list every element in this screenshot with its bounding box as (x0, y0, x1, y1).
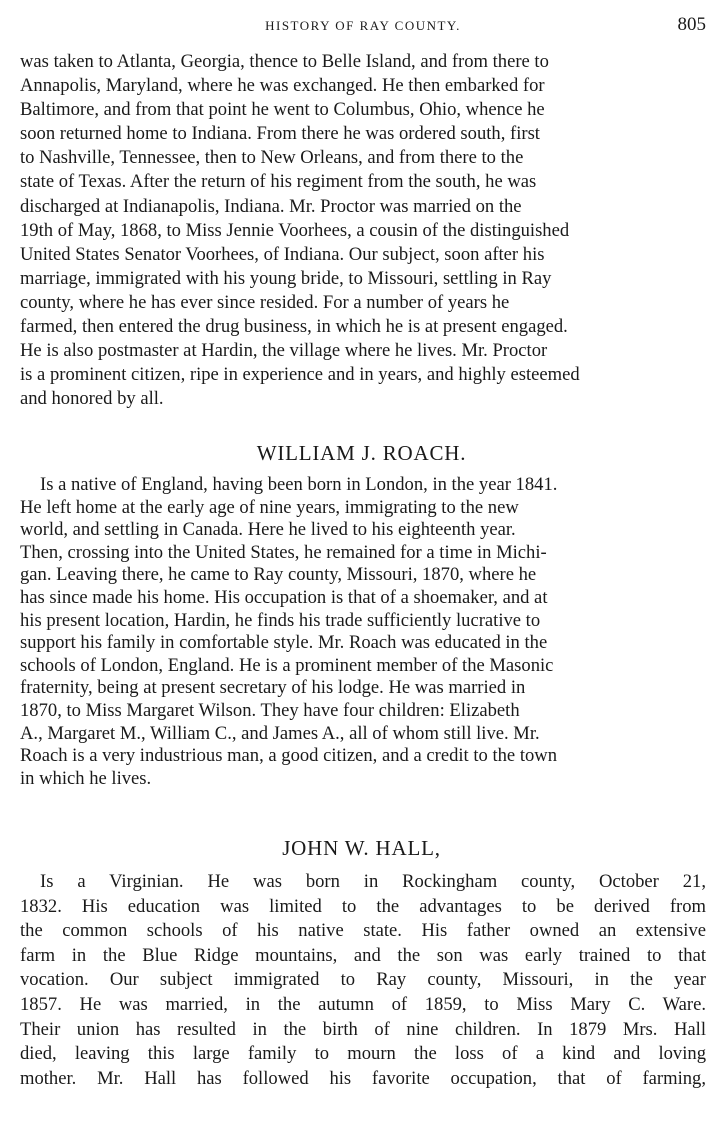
text-line: has since made his home. His occupation is that of a shoemaker, and at (20, 586, 548, 608)
text-line: mother. Mr. Hall has followed his favorite occupation, that of farming, (20, 1067, 706, 1089)
text-line-wrapper (20, 363, 706, 387)
text-line: state of Texas. After the return of his regiment from the south, he was (20, 171, 537, 193)
text-line: He is also postmaster at Hardin, the village where he lives. Mr. Proctor (20, 340, 548, 362)
text-line: in which he lives. (20, 767, 152, 789)
text-line-wrapper (20, 564, 706, 587)
text-line-wrapper (20, 267, 706, 291)
text-line: schools of London, England. He is a prominent member of the Masonic (20, 654, 554, 676)
text-line-wrapper (20, 219, 706, 243)
text-line-wrapper (20, 98, 706, 122)
text-line: to Nashville, Tennessee, then to New Orleans, and from there to the (20, 147, 524, 169)
text-line: Their union has resulted in the birth of nine children. In 1879 Mrs. Hall (20, 1018, 706, 1040)
text-line: A., Margaret M., William C., and James A., all of whom still live. Mr. (20, 722, 540, 744)
text-line: farmed, then entered the drug business, in which he is at present engaged. (20, 316, 568, 338)
text-line-wrapper (20, 315, 706, 339)
text-line-wrapper (20, 122, 706, 146)
text-line: 1870, to Miss Margaret Wilson. They have four children: Elizabeth (20, 699, 520, 721)
text-line-wrapper (20, 944, 706, 969)
text-line-wrapper (20, 700, 706, 723)
text-line-wrapper (20, 1042, 706, 1067)
text-line-wrapper (20, 291, 706, 315)
text-line: He left home at the early age of nine years, immigrating to the new (20, 496, 519, 518)
section-heading-william-j-roach: WILLIAM J. ROACH. (256, 441, 467, 465)
text-line: Baltimore, and from that point he went to Columbus, Ohio, whence he (20, 99, 545, 121)
text-line: the common schools of his native state. His father owned an extensive (20, 920, 706, 942)
text-line-wrapper (20, 587, 706, 610)
text-line: 1857. He was married, in the autumn of 1859, to Miss Mary C. Ware. (20, 993, 706, 1015)
text-line-wrapper (20, 610, 706, 633)
text-line-wrapper (20, 968, 706, 993)
text-line-wrapper (20, 655, 706, 678)
text-line-wrapper (20, 243, 706, 267)
text-line-wrapper (20, 677, 706, 700)
text-line-wrapper (20, 870, 706, 895)
text-line: marriage, immigrated with his young bride, to Missouri, settling in Ray (20, 267, 552, 289)
text-line-wrapper (20, 768, 706, 791)
text-line: Roach is a very industrious man, a good citizen, and a credit to the town (20, 745, 558, 767)
text-line: world, and settling in Canada. Here he lived to his eighteenth year. (20, 519, 516, 541)
text-line-wrapper (20, 1067, 706, 1092)
section-heading-john-w-hall: JOHN W. HALL, (282, 836, 441, 860)
text-line-wrapper (20, 74, 706, 98)
text-line: fraternity, being at present secretary of his lodge. He was married in (20, 677, 526, 699)
text-line: his present location, Hardin, he finds his trade sufficiently lucrative to (20, 609, 541, 631)
text-line-wrapper (20, 519, 706, 542)
text-line-wrapper (20, 632, 706, 655)
text-line: died, leaving this large family to mourn the loss of a kind and loving (20, 1043, 706, 1065)
text-line: soon returned home to Indiana. From there he was ordered south, first (20, 123, 540, 145)
page-header (20, 14, 706, 38)
text-line: support his family in comfortable style. Mr. Roach was educated in the (20, 632, 548, 654)
text-line: Annapolis, Maryland, where he was exchanged. He then embarked for (20, 75, 545, 97)
text-line-wrapper (20, 195, 706, 219)
text-line-wrapper (20, 474, 706, 497)
text-line: gan. Leaving there, he came to Ray county, Missouri, 1870, where he (20, 564, 537, 586)
text-line-wrapper (20, 919, 706, 944)
text-line: 19th of May, 1868, to Miss Jennie Voorhees, a cousin of the distinguished (20, 219, 570, 241)
proctor-biography-continued (20, 50, 706, 411)
text-line: Then, crossing into the United States, he remained for a time in Michi- (20, 541, 547, 563)
text-line: and honored by all. (20, 388, 164, 410)
text-line: Is a native of England, having been born in London, in the year 1841. (40, 474, 558, 495)
text-line: discharged at Indianapolis, Indiana. Mr. Proctor was married on the (20, 195, 522, 217)
text-line-wrapper (20, 339, 706, 363)
william-j-roach-biography (20, 474, 706, 790)
page-number: 805 (677, 14, 706, 35)
text-line-wrapper (20, 146, 706, 170)
text-line-wrapper (20, 50, 706, 74)
text-line: county, where he has ever since resided. For a number of years he (20, 291, 510, 313)
text-line-wrapper (20, 745, 706, 768)
text-line: United States Senator Voorhees, of Indiana. Our subject, soon after his (20, 243, 545, 265)
text-line: is a prominent citizen, ripe in experience and in years, and highly esteemed (20, 364, 580, 386)
text-line: vocation. Our subject immigrated to Ray county, Missouri, in the year (20, 969, 706, 991)
text-line-wrapper (20, 993, 706, 1018)
text-line: 1832. His education was limited to the advantages to be derived from (20, 895, 706, 917)
text-line-wrapper (20, 170, 706, 194)
text-line: farm in the Blue Ridge mountains, and the son was early trained to that (20, 944, 706, 966)
text-line-wrapper (20, 542, 706, 565)
text-line-wrapper (20, 723, 706, 746)
text-line: Is a Virginian. He was born in Rockingham county, October 21, (40, 871, 706, 892)
text-line-wrapper (20, 387, 706, 411)
text-line-wrapper (20, 497, 706, 520)
text-line: was taken to Atlanta, Georgia, thence to Belle Island, and from there to (20, 51, 549, 72)
john-w-hall-biography (20, 870, 706, 1091)
text-line-wrapper (20, 1018, 706, 1043)
running-title: HISTORY OF RAY COUNTY. (265, 18, 461, 33)
text-line-wrapper (20, 895, 706, 920)
